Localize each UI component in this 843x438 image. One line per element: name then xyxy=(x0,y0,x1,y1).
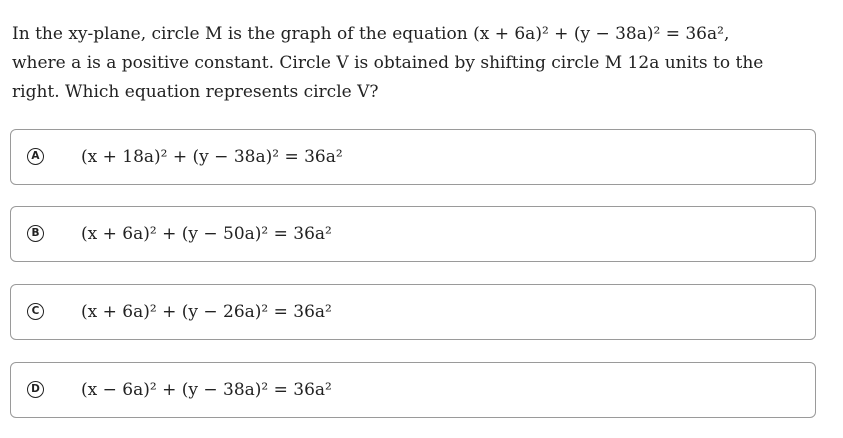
choice-equation-c: (x + 6a)² + (y − 26a)² = 36a² xyxy=(81,302,332,322)
choice-letter-b-icon: B xyxy=(27,225,44,242)
question-equation: (x + 6a)² + (y − 38a)² = 36a², xyxy=(473,24,730,44)
question-line-3: right. Which equation represents circle V? xyxy=(12,82,379,102)
answer-choice-b[interactable] xyxy=(10,206,816,262)
choice-equation-d: (x − 6a)² + (y − 38a)² = 36a² xyxy=(81,380,332,400)
choice-letter-d-icon: D xyxy=(27,381,44,398)
answer-choice-a[interactable] xyxy=(10,129,816,185)
choice-equation-b: (x + 6a)² + (y − 50a)² = 36a² xyxy=(81,224,332,244)
question-line-2: where a is a positive constant. Circle V is obtained by shifting circle M 12a units to the xyxy=(12,53,764,73)
answer-choice-c[interactable] xyxy=(10,284,816,340)
choice-letter-c-icon: C xyxy=(27,303,44,320)
choice-equation-a: (x + 18a)² + (y − 38a)² = 36a² xyxy=(81,147,343,167)
question-text xyxy=(12,20,812,107)
answer-choice-d[interactable] xyxy=(10,362,816,418)
question-line-1-text: In the xy-plane, circle M is the graph of the equation xyxy=(12,24,474,44)
question-line-1 xyxy=(12,20,812,49)
choice-letter-a-icon: A xyxy=(27,148,44,165)
